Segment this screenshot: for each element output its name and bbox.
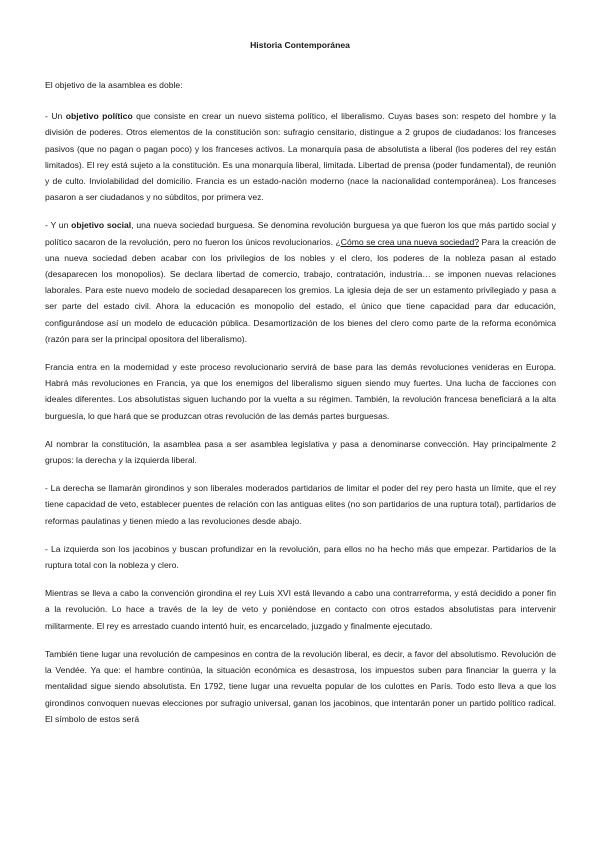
bold-term: objetivo social bbox=[71, 220, 132, 231]
underlined-question: ¿Cómo se crea una nueva sociedad? bbox=[335, 236, 480, 247]
text-run: - La derecha se llamarán girondinos y son liberales moderados partidarios de limitar el poder del rey pero hasta un límite, que el rey tiene capacidad de veto, establecer puentes de relación con las antiguas elites (no son partidarios de una ruptura total), partidarios de reformas paulatinas y tienen miedo a las revoluciones desde abajo. bbox=[45, 483, 556, 526]
text-run: Francia entra en la modernidad y este proceso revolucionario servirá de base para las demás revoluciones venideras en Europa. Habrá más revoluciones en Francia, ya que los enemigos del liberalismo siguen siendo muy fuertes. Una lucha de facciones con ideales diferentes. Los absolutistas siguen luchando por la vuelta a su régimen. También, la revolución francesa beneficiará a la alta burguesía, lo que hará que se produzcan otras revolución de las demás partes burguesas. bbox=[45, 362, 556, 421]
paragraph bbox=[45, 585, 556, 634]
paragraph bbox=[45, 646, 556, 727]
text-run: - Un bbox=[45, 111, 66, 122]
text-run: Para la creación de una nueva sociedad deben acabar con los privilegios de los nobles y el clero, los poderes de la nobleza pasan al estado (desaparecen los monopolios). Se declara libertad de comercio, trabajo, contratación, industria… se imponen nuevas relaciones laborales. Para este nuevo modelo de sociedad desaparecen los gremios. La iglesia deja de ser un estamento privilegiado y pasa a ser parte del estado civil. Ahora la educación es monopolio del estado, el único que tiene capacidad para dar educación, configurándose así un modelo de educación pública. Desamortización de los bienes del clero como parte de la reforma económica (razón para ser la principal opositora del liberalismo). bbox=[45, 236, 556, 344]
document-title: Historia Contemporánea bbox=[250, 40, 350, 50]
text-run: que consiste en crear un nuevo sistema político, el liberalismo. Cuyas bases son: respeto del hombre y la división de poderes. Otros elementos de la constitución son: sufragio censitario, distingue a 2 grupos de ciudadanos: los franceses pasivos (que no pagan o pagan poco) y los franceses activos. La monarquía pasa de absolutista a liberal (los poderes del rey están limitados). El rey está sujeto a la constitución. Es una monarquía liberal, limitada. Libertad de prensa (poder fundamental), de reunión y de culto. Inviolabilidad del domicilio. Francia es un estado-nación moderno (nace la nacionalidad contemporánea). Los franceses pasaron a ser ciudadanos y no súbditos, por primera vez. bbox=[45, 111, 556, 203]
paragraph bbox=[45, 480, 556, 529]
text-run: El objetivo de la asamblea es doble: bbox=[45, 80, 183, 90]
text-run: Al nombrar la constitución, la asamblea pasa a ser asamblea legislativa y pasa a denominarse convección. Hay principalmente 2 grupos: la derecha y la izquierda liberal. bbox=[45, 438, 556, 466]
paragraph bbox=[45, 108, 556, 205]
text-run: , una nueva sociedad burguesa. Se denomina revolución burguesa ya que fueron los que más partido social y político sacaron de la revolución, pero no fueron los únicos revolucionarios. bbox=[45, 220, 556, 247]
paragraph bbox=[45, 541, 556, 573]
paragraph bbox=[45, 436, 556, 468]
paragraph bbox=[45, 77, 556, 93]
text-run: - La izquierda son los jacobinos y buscan profundizar en la revolución, para ellos no ha hecho más que empezar. Partidarios de la ruptura total con la nobleza y clero. bbox=[45, 543, 556, 571]
text-run: También tiene lugar una revolución de campesinos en contra de la revolución liberal, es decir, a favor del absolutismo. Revolución de la Vendée. Ya que: el hambre continúa, la situación económica es desastrosa, los impuestos suben para financiar la guerra y la mentalidad sigue siendo absolutista. En 1792, tiene lugar una revuelta popular de los culottes en París. Todo esto lleva a que los girondinos convoquen nuevas elecciones por sufragio universal, ganan los jacobinos, que intentarán poner un partido político radical. El símbolo de estos será bbox=[45, 648, 556, 724]
document-body bbox=[45, 77, 556, 739]
paragraph bbox=[45, 217, 556, 347]
text-run: Mientras se lleva a cabo la convención girondina el rey Luis XVI está llevando a cabo una contrarreforma, y está decidido a poner fin a la revolución. Lo hace a través de la ley de veto y poniéndose en contacto con otros estados absolutistas para intervenir militarmente. El rey es arrestado cuando intentó huir, es encarcelado, juzgado y finalmente ejecutado. bbox=[45, 588, 556, 631]
text-run: - Y un bbox=[45, 220, 72, 231]
paragraph bbox=[45, 359, 556, 424]
bold-term: objetivo político bbox=[65, 111, 133, 122]
